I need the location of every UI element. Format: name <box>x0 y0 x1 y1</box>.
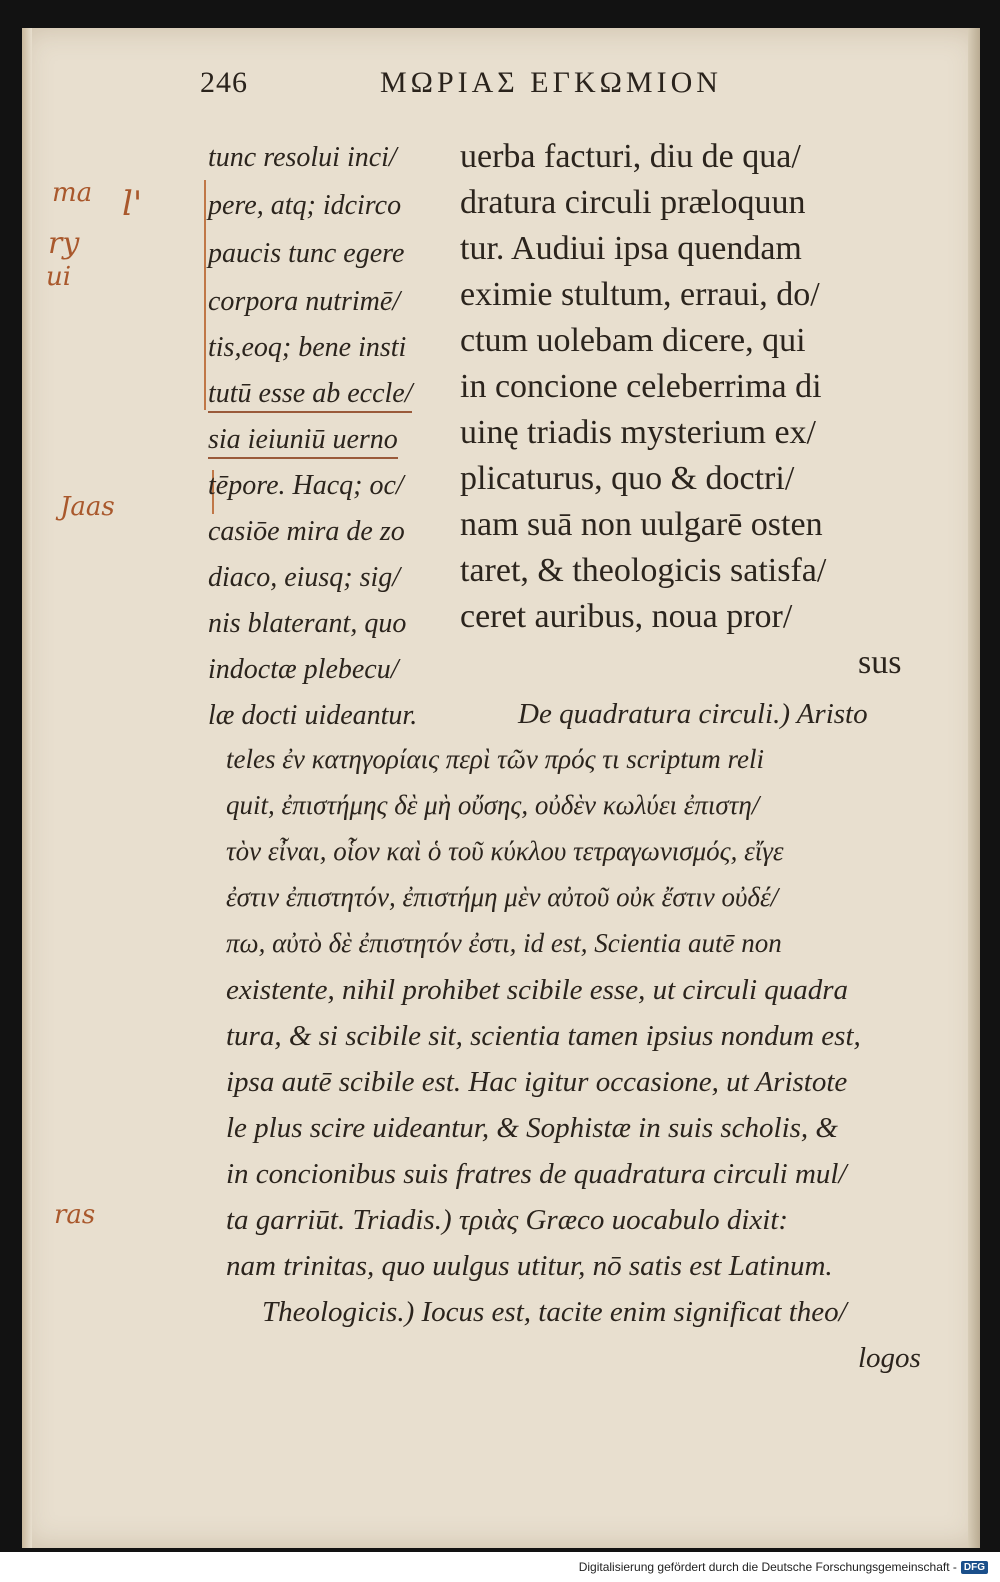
main-text-line: ceret auribus, noua pror/ <box>460 598 793 635</box>
main-text-line: in concione celeberrima di <box>460 368 822 405</box>
page-header <box>200 62 800 112</box>
gloss-line: pere, atq; idcirco <box>208 190 402 221</box>
gloss-line: tunc resolui inci/ <box>208 142 397 173</box>
main-text-line: nam suā non uulgarē osten <box>460 506 823 543</box>
note-line: ipsa autē scibile est. Hac igitur occasione, ut Aristote <box>226 1066 848 1098</box>
note-line: ἐστιν ἐπιστητόν, ἐπιστήμη μὲν αὐτοῦ οὐκ ἔστιν οὐδέ/ <box>226 882 779 912</box>
main-text-line: tur. Audiui ipsa quendam <box>460 230 802 267</box>
footer-credit: Digitalisierung gefördert durch die Deutsche Forschungsgemeinschaft - <box>578 1560 957 1574</box>
main-text-line: dratura circuli præloquun <box>460 184 806 221</box>
gloss-line: tēpore. Hacq; oc/ <box>208 470 404 501</box>
gloss-line: sia ieiuniū uerno <box>208 424 398 459</box>
gloss-line: diaco, eiusq; sig/ <box>208 562 401 593</box>
note-line: logos <box>858 1342 921 1374</box>
margin-note: ras <box>54 1200 96 1230</box>
running-title: ΜΩΡΙΑΣ ΕΓΚΩΜΙΟΝ <box>380 66 722 99</box>
gloss-line: nis blaterant, quo <box>208 608 407 639</box>
gloss-line: tutū esse ab eccle/ <box>208 378 412 413</box>
margin-note: ry <box>48 226 80 261</box>
main-text-line: taret, & theologicis satisfa/ <box>460 552 827 589</box>
margin-note: l' <box>122 184 143 224</box>
margin-note: ma <box>52 178 93 208</box>
note-line: existente, nihil prohibet scibile esse, ut circuli quadra <box>226 974 849 1006</box>
note-line: teles ἐν κατηγορίαις περὶ τῶν πρός τι scriptum reli <box>226 744 764 774</box>
main-text-line: uinę triadis mysterium ex/ <box>460 414 816 451</box>
main-text-line: sus <box>858 644 902 681</box>
page-gutter-edge <box>968 28 980 1548</box>
gloss-line: paucis tunc egere <box>208 238 405 269</box>
margin-bracket <box>204 180 206 410</box>
margin-note: ui <box>46 262 72 292</box>
page-left-edge <box>22 28 32 1548</box>
main-text-line: uerba facturi, diu de qua/ <box>460 138 801 175</box>
note-line: De quadratura circuli.) Aristo <box>518 698 868 730</box>
gloss-line: corpora nutrimē/ <box>208 286 401 317</box>
note-line: πω, αὐτὸ δὲ ἐπιστητόν ἐστι, id est, Scientia autē non <box>226 928 782 958</box>
dfg-logo: DFG <box>961 1561 988 1574</box>
main-text-line: ctum uolebam dicere, qui <box>460 322 806 359</box>
note-line: tura, & si scibile sit, scientia tamen ipsius nondum est, <box>226 1020 861 1052</box>
note-line: in concionibus suis fratres de quadratura circuli mul/ <box>226 1158 847 1190</box>
note-line: Theologicis.) Iocus est, tacite enim significat theo/ <box>262 1296 847 1328</box>
digitization-footer <box>0 1552 1000 1582</box>
gloss-line: læ docti uideantur. <box>208 700 418 731</box>
gloss-line: tis,eoq; bene insti <box>208 332 407 363</box>
gloss-line: casiōe mira de zo <box>208 516 405 547</box>
note-line: ta garriūt. Triadis.) τριὰς Græco uocabulo dixit: <box>226 1204 789 1236</box>
gloss-line: indoctæ plebecu/ <box>208 654 399 685</box>
note-line: le plus scire uideantur, & Sophistæ in suis scholis, & <box>226 1112 838 1144</box>
main-text-line: eximie stultum, erraui, do/ <box>460 276 820 313</box>
margin-note: Jaas <box>60 492 115 522</box>
main-text-line: plicaturus, quo & doctri/ <box>460 460 795 497</box>
page-number: 246 <box>200 66 248 99</box>
note-line: nam trinitas, quo uulgus utitur, nō satis est Latinum. <box>226 1250 833 1282</box>
note-line: quit, ἐπιστήμης δὲ μὴ οὔσης, οὐδὲν κωλύει ἐπιστη/ <box>226 790 760 820</box>
note-line: τὸν εἶναι, οἷον καὶ ὁ τοῦ κύκλου τετραγωνισμός, εἴγε <box>226 836 784 866</box>
